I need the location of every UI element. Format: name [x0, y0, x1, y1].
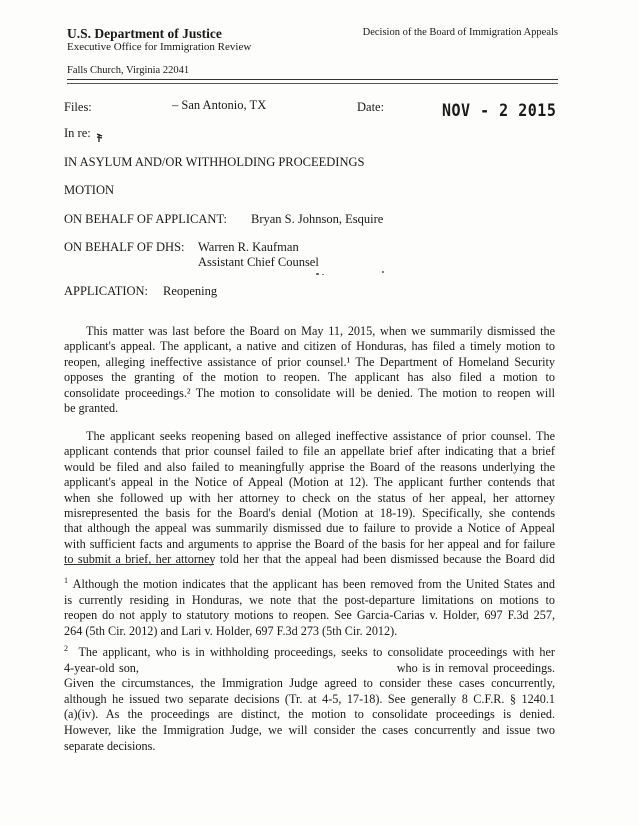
- text-line: to submit a brief, her attorney told her that the appeal had been dismissed because the Board did: [64, 552, 555, 567]
- paragraph-2: [64, 429, 555, 568]
- text-line: is currently residing in Honduras, we note that the post-departure limitations on motions to: [64, 592, 555, 607]
- department-name: U.S. Department of Justice: [67, 26, 222, 41]
- scan-speck: [322, 274, 324, 275]
- text-line: that although the appeal was summarily dismissed due to failure to provide a Notice of Appeal: [64, 521, 555, 536]
- dhs-counsel-name: Warren R. Kaufman: [198, 240, 299, 254]
- text-line: This matter was last before the Board on May 11, 2015, when we summarily dismissed the: [86, 324, 555, 338]
- application-value: Reopening: [163, 284, 218, 298]
- text-line: opposes the granting of the motion to reopen. The applicant has also filed a motion to: [64, 370, 555, 385]
- application-label: APPLICATION:: [64, 284, 149, 298]
- location-line: Falls Church, Virginia 22041: [67, 65, 190, 76]
- text-line: misrepresented the basis for the Board's denial (Motion at 18-19). Specifically, she contends: [64, 506, 555, 521]
- footnote-marker: 1: [64, 576, 68, 585]
- text-line: would be filed and also failed to meaningfully apprise the Board of the reasons underlying the: [64, 459, 555, 474]
- text-line: be granted.: [64, 401, 119, 416]
- date-stamp: NOV - 2 2015: [442, 99, 557, 121]
- proceedings-type: IN ASYLUM AND/OR WITHHOLDING PROCEEDINGS: [64, 155, 365, 169]
- header-rule: [67, 79, 558, 80]
- text-line: 264 (5th Cir. 2012) and Lari v. Holder, 697 F.3d 273 (5th Cir. 2012).: [64, 623, 398, 638]
- footnote-rule: [64, 564, 214, 565]
- footnote-2: [64, 641, 555, 754]
- files-value: – San Antonio, TX: [172, 98, 267, 112]
- text-line: 4-year-old son, who is in removal proceedings.: [64, 660, 555, 675]
- scan-speck: [316, 273, 319, 275]
- date-label: Date:: [357, 100, 385, 114]
- text-line: The applicant seeks reopening based on alleged ineffective assistance of prior counsel. The: [86, 429, 555, 443]
- text-line: (a)(iv). As the proceedings are distinct, the motion to consolidate proceedings is denied.: [64, 707, 555, 722]
- applicant-label: ON BEHALF OF APPLICANT:: [64, 212, 227, 226]
- text-line: applicant's appeal in the Notice of Appeal (Motion at 12). The applicant further contends that: [64, 475, 555, 490]
- footnote-marker: 2: [64, 644, 68, 653]
- footnote-text: Although the motion indicates that the applicant has been removed from the United States and: [72, 577, 555, 591]
- office-name: Executive Office for Immigration Review: [67, 41, 252, 53]
- decision-heading: Decision of the Board of Immigration Appeals: [362, 27, 558, 38]
- text-line: although he issued two separate decisions (Tr. at 4-5, 17-18). See generally 8 C.F.R. § 1240.1: [64, 691, 555, 706]
- text-line: when she followed up with her attorney to check on the status of her appeal, her attorney: [64, 490, 555, 505]
- redaction-mark: [96, 129, 103, 138]
- text-line: Given the circumstances, the Immigration Judge agreed to consider these cases concurrently,: [64, 676, 555, 691]
- text-line: consolidate proceedings.² The motion to consolidate will be denied. The motion to reopen will: [64, 385, 555, 400]
- text-line: applicant's appeal. The applicant, a native and citizen of Honduras, has filed a timely motion to: [64, 339, 555, 354]
- text-line: reopen, alleging ineffective assistance of prior counsel.¹ The Department of Homeland Security: [64, 354, 555, 369]
- motion-heading: MOTION: [64, 183, 114, 197]
- text-line: applicant contends that prior counsel failed to file an appellate brief after indicating that a brief: [64, 444, 555, 459]
- text-line: [64, 573, 555, 593]
- text-line: with sufficient facts and arguments to apprise the Board of the basis for her appeal and for failure: [64, 536, 555, 551]
- files-label: Files:: [64, 100, 92, 114]
- text-line: reopen do not apply to statutory motions to reopen. See Garcia-Carias v. Holder, 697 F.3d 257,: [64, 608, 555, 623]
- header-rule-secondary: [67, 83, 558, 84]
- scan-speck: [382, 271, 384, 273]
- text-line: [64, 641, 555, 661]
- dhs-label: ON BEHALF OF DHS:: [64, 240, 185, 254]
- in-re-label: In re:: [64, 126, 91, 140]
- text-line: separate decisions.: [64, 738, 156, 753]
- dhs-counsel-title: Assistant Chief Counsel: [198, 255, 319, 269]
- footnote-text: The applicant, who is in withholding proceedings, seeks to consolidate proceedings with her: [78, 645, 555, 659]
- paragraph-1: [64, 324, 555, 416]
- applicant-counsel: Bryan S. Johnson, Esquire: [251, 212, 384, 226]
- footnote-1: [64, 573, 555, 639]
- text-line: However, like the Immigration Judge, we will consider the cases concurrently and issue two: [64, 722, 555, 737]
